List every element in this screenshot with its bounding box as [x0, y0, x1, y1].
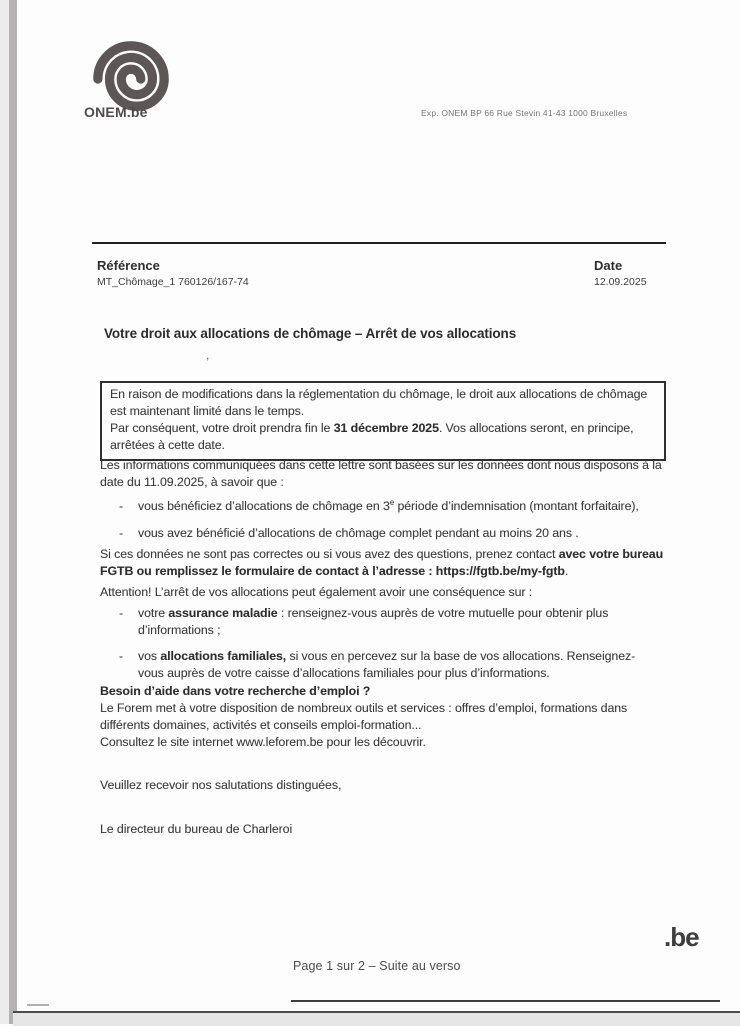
onem-logo: [84, 38, 194, 128]
scan-artifact-comma: ,: [206, 348, 210, 362]
para-attention: Attention! L’arrêt de vos allocations peut également avoir une conséquence sur :: [100, 585, 533, 599]
footer-rule: [291, 1000, 720, 1002]
bullet-allocations-familiales: - vos allocations familiales, si vous en percevez sur la base de vos allocations. Renseignez-vous auprès de votre caisse d’allocations familiales pour plus d’informations.: [119, 649, 636, 680]
closing-salutation: Veuillez recevoir nos salutations distinguées,: [100, 778, 342, 792]
notice-line1: En raison de modifications dans la réglementation du chômage, le droit aux allocations de chômage est maintenant limité dans le temps.: [110, 387, 648, 418]
date-label: Date: [594, 258, 623, 273]
para-informations: Les informations communiquées dans cette lettre sont basées sur les données dont nous disposons à la date du 11.09.2025, à savoir que :: [100, 458, 662, 489]
notice-box: [100, 381, 666, 461]
letter-title: Votre droit aux allocations de chômage – Arrêt de vos allocations: [104, 326, 517, 341]
help-section: [100, 683, 678, 751]
reference-label: Référence: [97, 258, 160, 273]
bullet-dash: -: [119, 649, 124, 663]
help-heading: Besoin d’aide dans votre recherche d’emploi ?: [100, 684, 371, 698]
reference-value: MT_Chômage_1 760126/167-74: [97, 276, 249, 288]
end-date-bold: 31 décembre 2025: [333, 421, 439, 435]
bullet-vingt-ans: - vous avez bénéficié d’allocations de chômage complet pendant au moins 20 ans .: [119, 526, 579, 540]
notice-line2: Par conséquent, votre droit prendra fin le 31 décembre 2025. Vos allocations seront, en principe, arrêtées à cette date.: [110, 421, 634, 452]
bullet-periode-indemnisation: - vous bénéficiez d’allocations de chômage en 3e période d’indemnisation (montant forfaitaire),: [119, 497, 639, 513]
fgtb-contact-bold: avec votre bureau FGTB ou remplissez le formulaire de contact à l’adresse : https://fgtb.be/my-fgtb: [100, 547, 664, 578]
bullet-assurance-maladie: - votre assurance maladie : renseignez-vous auprès de votre mutuelle pour obtenir plus d’informations ;: [119, 606, 609, 637]
signature-line: Le directeur du bureau de Charleroi: [100, 822, 293, 836]
scan-edge-light: [0, 0, 9, 1024]
page-number-text: Page 1 sur 2 – Suite au verso: [293, 959, 461, 973]
scan-artifact-dash: [27, 1004, 49, 1006]
para-contact-fgtb: Si ces données ne sont pas correctes ou si vous avez des questions, prenez contact avec votre bureau FGTB ou remplissez le formulaire de contact à l’adresse : https://fgtb.be/my-fgtb.: [100, 547, 664, 578]
onem-logo-text: ONEM.be: [84, 104, 148, 120]
bullet-dash: -: [119, 606, 124, 620]
be-logo: .be: [664, 922, 699, 952]
sender-address: Exp. ONEM BP 66 Rue Stevin 41-43 1000 Bruxelles: [421, 108, 628, 118]
date-value: 12.09.2025: [594, 276, 647, 288]
bullet-dash: -: [119, 526, 124, 540]
scan-edge-dark: [9, 0, 17, 1024]
bullet-dash: -: [119, 499, 124, 513]
superscript-e: e: [389, 497, 395, 507]
header-rule: [92, 242, 666, 244]
help-line1: Le Forem met à votre disposition de nombreux outils et services : offres d’emploi, formations dans différents domaines, activités et conseils emploi-formation...: [100, 701, 628, 732]
help-line2: Consultez le site internet www.leforem.be pour les découvrir.: [100, 735, 426, 749]
